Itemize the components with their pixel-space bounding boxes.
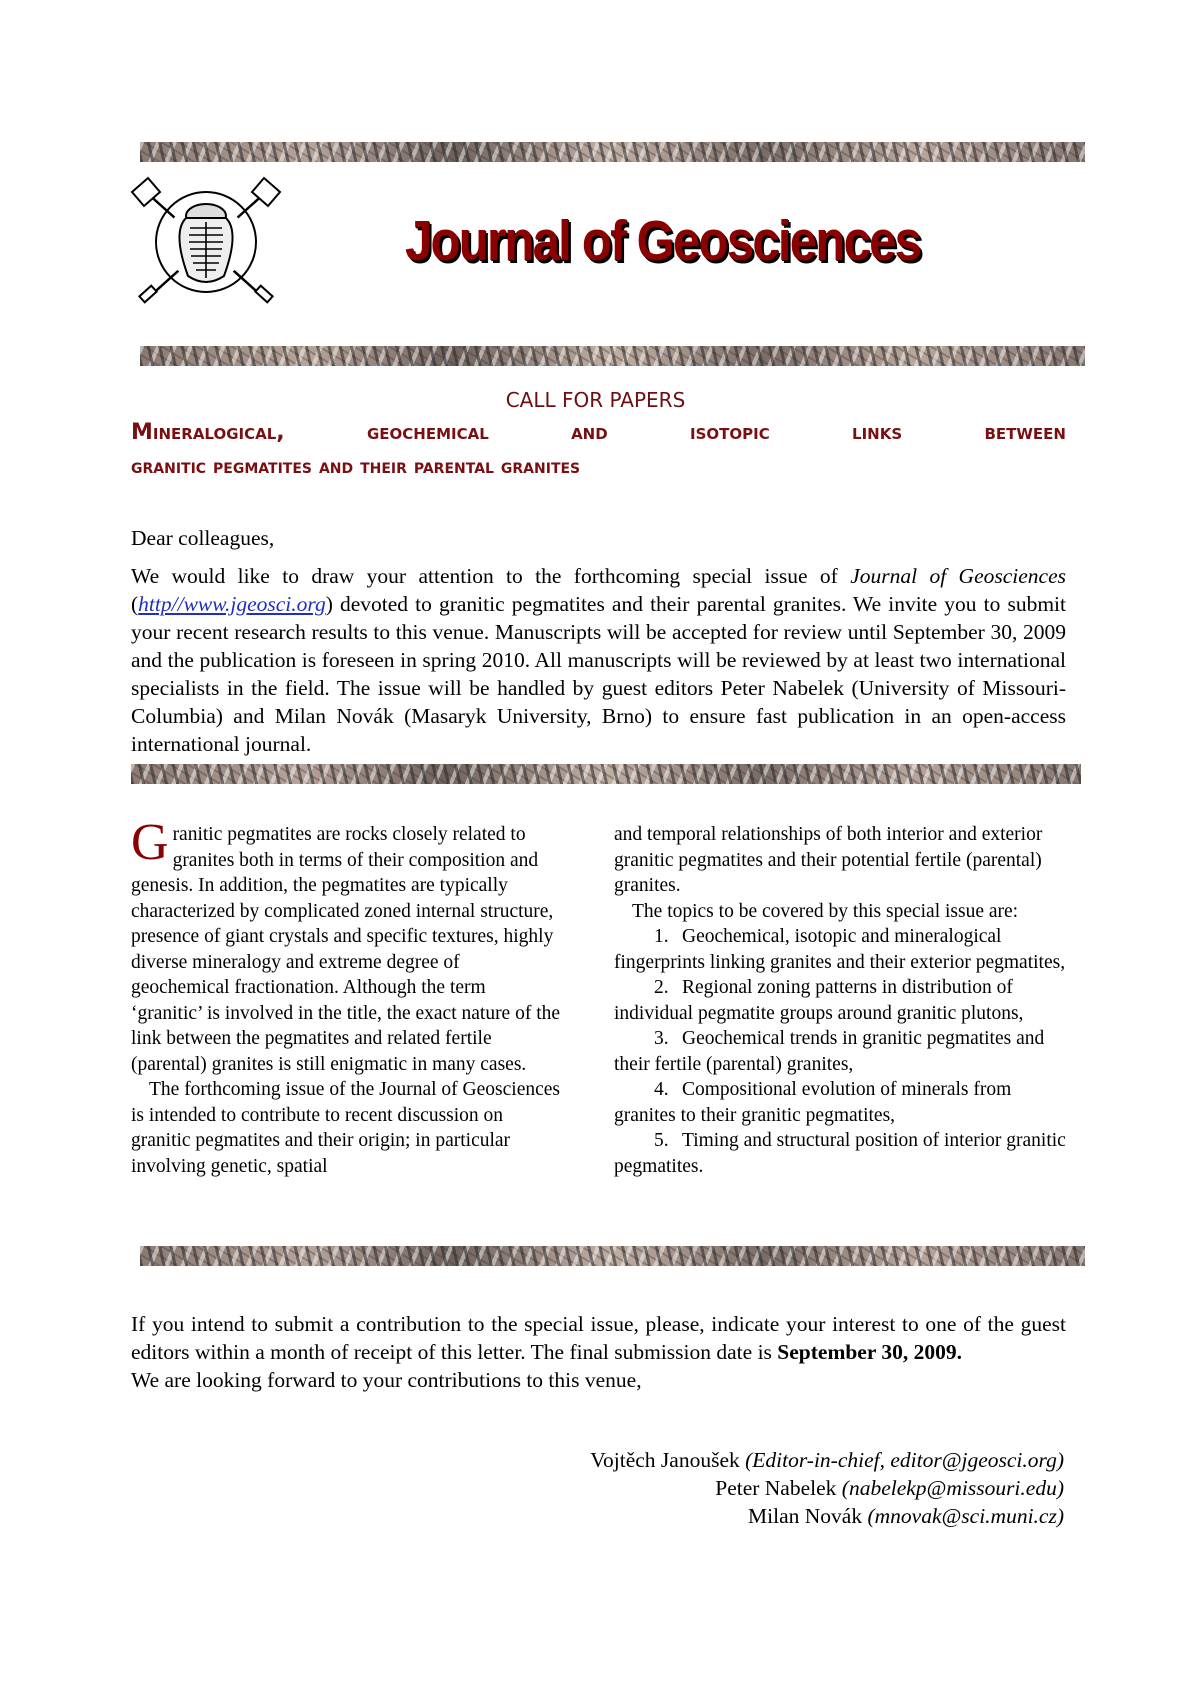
topic-text: Geochemical, isotopic and mineralogical fingerprints linking granites and their exterior pegmatites, — [614, 926, 1066, 973]
signature-line — [590, 1446, 1064, 1474]
journal-title-logo: Journal of Geosciences — [405, 209, 921, 273]
signer-name: Peter Nabelek — [715, 1476, 842, 1500]
heading-word: isotopic — [690, 420, 770, 445]
topic-text: Timing and structural position of interior granitic pegmatites. — [614, 1130, 1066, 1177]
greeting: Dear colleagues, — [131, 526, 275, 550]
granite-bar-header-bottom — [140, 346, 1085, 366]
right-continuation: and temporal relationships of both interior and exterior granitic pegmatites and their potential fertile (parental) granites. — [614, 824, 1043, 896]
drop-cap: G — [131, 814, 169, 871]
signature-line — [590, 1502, 1064, 1530]
topic-item — [614, 1077, 1074, 1128]
topic-text: Regional zoning patterns in distribution of individual pegmatite groups around granitic plutons, — [614, 977, 1024, 1024]
issue-heading-line1 — [131, 420, 1066, 445]
left-para2: The forthcoming issue of the Journal of Geosciences is intended to contribute to recent discussion on granitic pegmatites and their origin; in particular involving genetic, spatial — [131, 1079, 561, 1177]
topic-number: 5. — [654, 1130, 669, 1151]
closing-line: We are looking forward to your contributions to this venue, — [131, 1368, 642, 1392]
journal-link[interactable]: http//www.jgeosci.org — [138, 592, 326, 616]
closing-paragraph — [131, 1310, 1066, 1366]
topic-text: Compositional evolution of minerals from granites to their granitic pegmatites, — [614, 1079, 1012, 1126]
intro-paragraph — [131, 562, 1066, 758]
signer-contact: (mnovak@sci.muni.cz) — [867, 1504, 1064, 1528]
topic-item — [614, 975, 1074, 1026]
heading-word: and — [571, 420, 608, 445]
signature-line — [590, 1474, 1064, 1502]
intro-text-rest: ) devoted to granitic pegmatites and their parental granites. We invite you to submit your recent research results to this venue. Manuscripts will be accepted for review until September 30, 2009 and the publication is foreseen in spring 2010. All manuscripts will be reviewed by at least two international specialists in the field. The issue will be handled by guest editors Peter Nabelek (University of Missouri-Columbia) and Milan Novák (Masaryk University, Brno) to ensure fast publication in an open-access international journal. — [131, 592, 1066, 756]
left-column — [131, 814, 561, 1179]
call-for-papers-label: CALL FOR PAPERS — [505, 388, 686, 412]
heading-word: Mineralogical, — [131, 420, 285, 445]
right-column — [614, 822, 1074, 1179]
heading-word: between — [984, 420, 1066, 445]
heading-word: links — [852, 420, 903, 445]
submission-date: September 30, 2009. — [777, 1340, 963, 1364]
topic-text: Geochemical trends in granitic pegmatites and their fertile (parental) granites, — [614, 1028, 1045, 1075]
topic-number: 1. — [654, 926, 669, 947]
topic-number: 4. — [654, 1079, 669, 1100]
left-para1: ranitic pegmatites are rocks closely related to granites both in terms of their composition and genesis. In addition, the pegmatites are typically characterized by complicated zoned internal structure, presence of giant crystals and specific textures, highly diverse mineralogy and extreme degree of geochemical fractionation. Although the term ‘granitic’ is involved in the title, the exact nature of the link between the pegmatites and related fertile (parental) granites is still enigmatic in many cases. — [131, 824, 561, 1075]
topic-item — [614, 924, 1074, 975]
granite-bar-top — [140, 142, 1085, 162]
closing-text: If you intend to submit a contribution to the special issue, please, indicate your interest to one of the guest editors within a month of receipt of this letter. The final submission date is — [131, 1312, 1066, 1364]
signature-block — [590, 1446, 1064, 1530]
signer-name: Milan Novák — [748, 1504, 868, 1528]
topic-number: 3. — [654, 1028, 669, 1049]
granite-bar-lower — [140, 1246, 1085, 1266]
signer-name: Vojtěch Janoušek — [590, 1448, 746, 1472]
topic-item — [614, 1026, 1074, 1077]
intro-text: We would like to draw your attention to the forthcoming special issue of — [131, 564, 851, 588]
signer-contact: (Editor-in-chief, editor@jgeosci.org) — [745, 1448, 1064, 1472]
granite-bar-middle — [131, 764, 1081, 784]
topic-number: 2. — [654, 977, 669, 998]
intro-paren: ( — [131, 592, 139, 616]
issue-heading-line2: granitic pegmatites and their parental granites — [131, 454, 581, 478]
signer-contact: (nabelekp@missouri.edu) — [841, 1476, 1064, 1500]
trilobite-logo-icon — [128, 172, 284, 308]
topic-item — [614, 1128, 1074, 1179]
topics-intro: The topics to be covered by this special issue are: — [632, 900, 1019, 922]
heading-word: geochemical — [366, 420, 489, 445]
journal-name: Journal of Geosciences — [850, 564, 1066, 588]
